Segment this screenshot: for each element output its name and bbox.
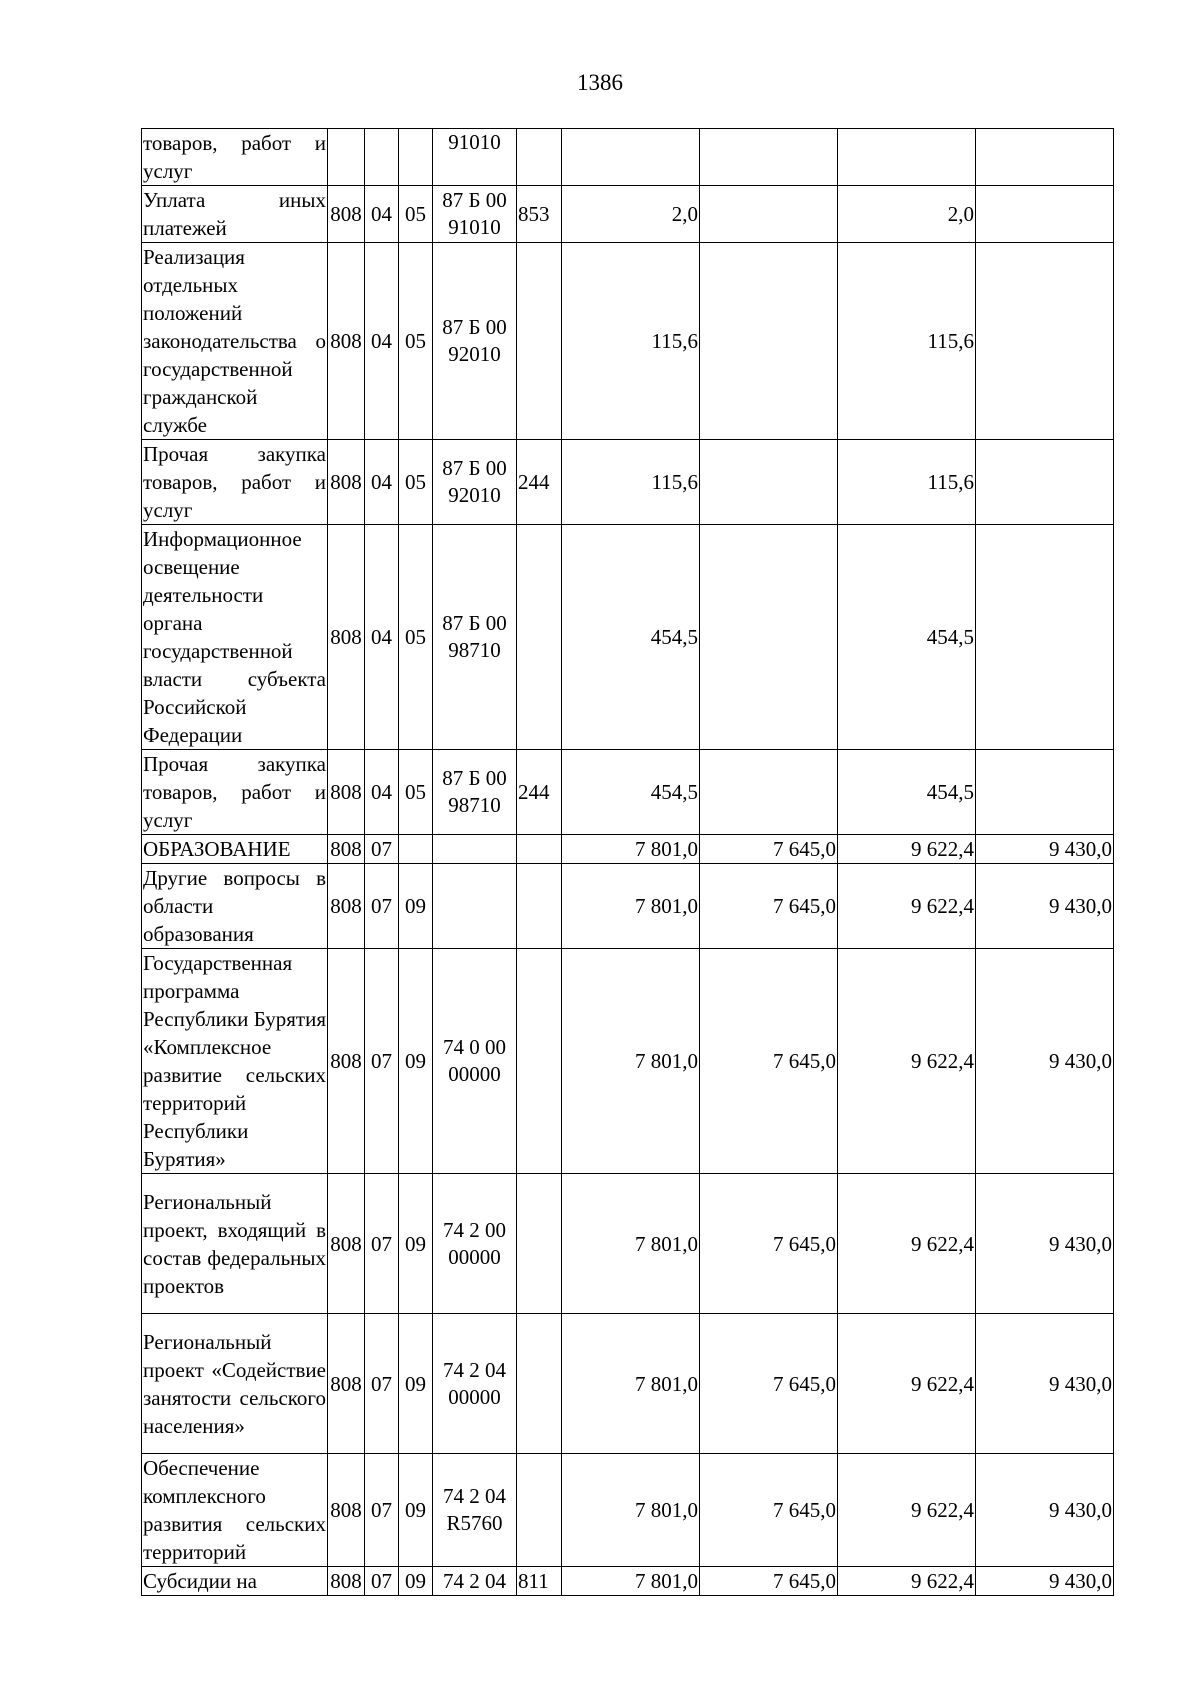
value-1-cell: 115,6	[562, 243, 700, 440]
value-1-cell	[562, 129, 700, 186]
value-2-cell: 7 645,0	[700, 864, 838, 949]
gr-code-cell: 808	[328, 243, 365, 440]
pr-code-cell: 05	[399, 525, 433, 750]
value-4-cell: 9 430,0	[976, 864, 1114, 949]
value-3-cell: 9 622,4	[838, 1567, 976, 1596]
table-row	[142, 949, 1114, 1174]
table-row	[142, 835, 1114, 864]
csr-code-cell: 87 Б 00 98710	[433, 525, 517, 750]
value-2-cell	[700, 243, 838, 440]
pr-code-cell: 09	[399, 864, 433, 949]
value-1-cell: 7 801,0	[562, 864, 700, 949]
table-row	[142, 1567, 1114, 1596]
value-3-cell: 9 622,4	[838, 1314, 976, 1454]
value-3-cell: 9 622,4	[838, 864, 976, 949]
value-2-cell	[700, 440, 838, 525]
row-name-cell: товаров, работ и услуг	[142, 129, 328, 186]
table-row	[142, 1454, 1114, 1567]
row-name-cell: Прочая закупка товаров, работ и услуг	[142, 440, 328, 525]
value-2-cell: 7 645,0	[700, 1567, 838, 1596]
table-row	[142, 1314, 1114, 1454]
vr-code-cell	[517, 1174, 562, 1314]
value-3-cell: 115,6	[838, 243, 976, 440]
vr-code-cell	[517, 864, 562, 949]
table-row	[142, 243, 1114, 440]
row-name-cell: Информационное освещение деятельности органа государственной власти субъекта Российской Федерации	[142, 525, 328, 750]
table-row	[142, 440, 1114, 525]
csr-code-cell: 87 Б 00 92010	[433, 440, 517, 525]
value-2-cell	[700, 750, 838, 835]
table-row	[142, 129, 1114, 186]
csr-code-cell: 74 2 04	[433, 1567, 517, 1596]
value-3-cell: 9 622,4	[838, 949, 976, 1174]
value-1-cell: 7 801,0	[562, 1314, 700, 1454]
vr-code-cell	[517, 525, 562, 750]
csr-code-cell: 74 0 00 00000	[433, 949, 517, 1174]
csr-code-cell	[433, 835, 517, 864]
value-4-cell	[976, 129, 1114, 186]
row-name-cell: Прочая закупка товаров, работ и услуг	[142, 750, 328, 835]
page-number: 1386	[577, 70, 623, 95]
rz-code-cell: 07	[365, 864, 399, 949]
rz-code-cell: 04	[365, 186, 399, 243]
value-3-cell: 9 622,4	[838, 835, 976, 864]
value-1-cell: 7 801,0	[562, 1174, 700, 1314]
value-3-cell: 9 622,4	[838, 1454, 976, 1567]
value-2-cell: 7 645,0	[700, 1174, 838, 1314]
value-1-cell: 454,5	[562, 750, 700, 835]
value-4-cell: 9 430,0	[976, 1174, 1114, 1314]
vr-code-cell: 244	[517, 440, 562, 525]
value-2-cell: 7 645,0	[700, 1314, 838, 1454]
vr-code-cell	[517, 1454, 562, 1567]
gr-code-cell: 808	[328, 525, 365, 750]
gr-code-cell: 808	[328, 440, 365, 525]
row-name-cell: Уплата иных платежей	[142, 186, 328, 243]
value-3-cell: 9 622,4	[838, 1174, 976, 1314]
value-4-cell: 9 430,0	[976, 1314, 1114, 1454]
row-name-cell: Государственная программа Республики Бурятия «Комплексное развитие сельских территорий Республики Бурятия»	[142, 949, 328, 1174]
pr-code-cell	[399, 835, 433, 864]
gr-code-cell: 808	[328, 186, 365, 243]
csr-code-cell: 87 Б 00 98710	[433, 750, 517, 835]
value-4-cell: 9 430,0	[976, 949, 1114, 1174]
table-row	[142, 750, 1114, 835]
vr-code-cell	[517, 835, 562, 864]
vr-code-cell: 853	[517, 186, 562, 243]
vr-code-cell	[517, 949, 562, 1174]
budget-table	[141, 128, 1114, 1596]
value-2-cell	[700, 186, 838, 243]
gr-code-cell: 808	[328, 1567, 365, 1596]
value-2-cell	[700, 129, 838, 186]
pr-code-cell: 05	[399, 750, 433, 835]
value-4-cell: 9 430,0	[976, 835, 1114, 864]
vr-code-cell	[517, 243, 562, 440]
csr-code-cell: 74 2 04 R5760	[433, 1454, 517, 1567]
table-row	[142, 186, 1114, 243]
rz-code-cell: 07	[365, 1314, 399, 1454]
pr-code-cell: 09	[399, 1174, 433, 1314]
pr-code-cell: 05	[399, 440, 433, 525]
rz-code-cell: 04	[365, 525, 399, 750]
vr-code-cell	[517, 129, 562, 186]
csr-code-cell: 74 2 04 00000	[433, 1314, 517, 1454]
pr-code-cell: 09	[399, 949, 433, 1174]
rz-code-cell: 04	[365, 750, 399, 835]
pr-code-cell: 09	[399, 1567, 433, 1596]
rz-code-cell: 07	[365, 949, 399, 1174]
gr-code-cell: 808	[328, 864, 365, 949]
pr-code-cell	[399, 129, 433, 186]
value-3-cell: 115,6	[838, 440, 976, 525]
row-name-cell: Региональный проект «Содействие занятости сельского населения»	[142, 1314, 328, 1454]
pr-code-cell: 09	[399, 1454, 433, 1567]
rz-code-cell	[365, 129, 399, 186]
value-4-cell	[976, 750, 1114, 835]
value-3-cell: 454,5	[838, 525, 976, 750]
pr-code-cell: 09	[399, 1314, 433, 1454]
value-1-cell: 115,6	[562, 440, 700, 525]
value-3-cell	[838, 129, 976, 186]
gr-code-cell	[328, 129, 365, 186]
value-2-cell: 7 645,0	[700, 835, 838, 864]
value-1-cell: 7 801,0	[562, 949, 700, 1174]
value-1-cell: 2,0	[562, 186, 700, 243]
rz-code-cell: 04	[365, 243, 399, 440]
rz-code-cell: 07	[365, 1174, 399, 1314]
row-name-cell: ОБРАЗОВАНИЕ	[142, 835, 328, 864]
value-1-cell: 7 801,0	[562, 1567, 700, 1596]
pr-code-cell: 05	[399, 186, 433, 243]
csr-code-cell: 87 Б 00 92010	[433, 243, 517, 440]
table-row	[142, 525, 1114, 750]
row-name-cell: Реализация отдельных положений законодательства о государственной гражданской службе	[142, 243, 328, 440]
vr-code-cell	[517, 1314, 562, 1454]
csr-code-cell: 91010	[433, 129, 517, 186]
table-row	[142, 864, 1114, 949]
row-name-cell: Другие вопросы в области образования	[142, 864, 328, 949]
value-2-cell: 7 645,0	[700, 949, 838, 1174]
gr-code-cell: 808	[328, 750, 365, 835]
vr-code-cell: 811	[517, 1567, 562, 1596]
value-3-cell: 2,0	[838, 186, 976, 243]
gr-code-cell: 808	[328, 835, 365, 864]
rz-code-cell: 07	[365, 1567, 399, 1596]
value-2-cell	[700, 525, 838, 750]
value-4-cell	[976, 525, 1114, 750]
value-2-cell: 7 645,0	[700, 1454, 838, 1567]
vr-code-cell: 244	[517, 750, 562, 835]
row-name-cell: Региональный проект, входящий в состав федеральных проектов	[142, 1174, 328, 1314]
csr-code-cell: 87 Б 00 91010	[433, 186, 517, 243]
table-row	[142, 1174, 1114, 1314]
gr-code-cell: 808	[328, 1314, 365, 1454]
value-1-cell: 7 801,0	[562, 1454, 700, 1567]
value-3-cell: 454,5	[838, 750, 976, 835]
gr-code-cell: 808	[328, 949, 365, 1174]
csr-code-cell	[433, 864, 517, 949]
rz-code-cell: 07	[365, 835, 399, 864]
value-4-cell	[976, 186, 1114, 243]
value-1-cell: 454,5	[562, 525, 700, 750]
rz-code-cell: 04	[365, 440, 399, 525]
value-4-cell	[976, 243, 1114, 440]
value-1-cell: 7 801,0	[562, 835, 700, 864]
row-name-cell: Обеспечение комплексного развития сельских территорий	[142, 1454, 328, 1567]
gr-code-cell: 808	[328, 1174, 365, 1314]
table-body	[142, 129, 1114, 1596]
csr-code-cell: 74 2 00 00000	[433, 1174, 517, 1314]
value-4-cell: 9 430,0	[976, 1454, 1114, 1567]
rz-code-cell: 07	[365, 1454, 399, 1567]
pr-code-cell: 05	[399, 243, 433, 440]
row-name-cell: Субсидии на	[142, 1567, 328, 1596]
value-4-cell	[976, 440, 1114, 525]
value-4-cell: 9 430,0	[976, 1567, 1114, 1596]
gr-code-cell: 808	[328, 1454, 365, 1567]
